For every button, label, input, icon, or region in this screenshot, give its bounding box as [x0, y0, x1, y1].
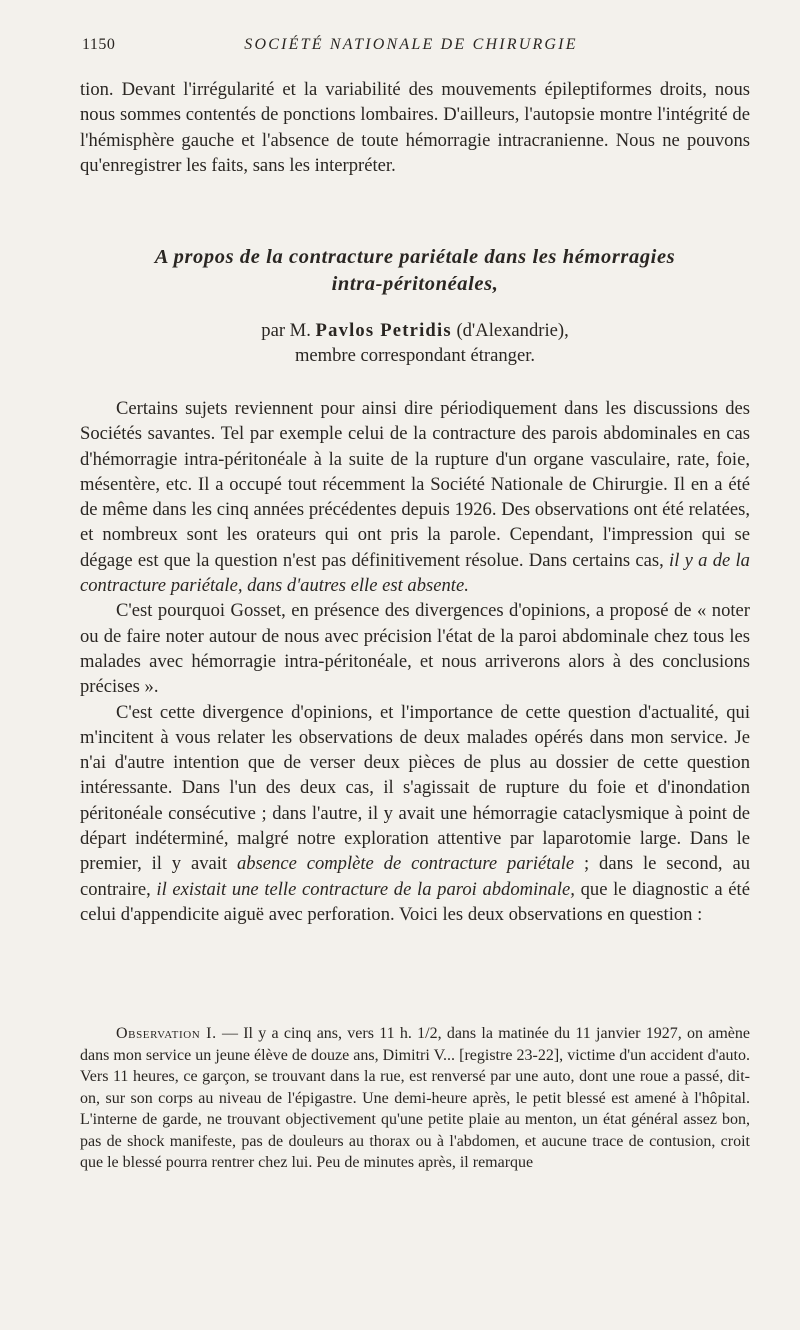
- article-title-line-1: A propos de la contracture pariétale dans les hémorragies: [154, 246, 676, 268]
- article-title: [80, 244, 750, 298]
- byline-origin: (d'Alexandrie),: [456, 320, 569, 341]
- article-title-line-2: intra-péritonéales,: [331, 273, 499, 295]
- paragraph-3-italic-2: il existait une telle contracture de la paroi abdominale,: [156, 878, 575, 900]
- paragraph-3: [80, 700, 750, 928]
- opening-text: tion. Devant l'irrégularité et la variabilité des mouvements épileptiformes droits, nous nous sommes contentés de ponctions lombaires. D'ailleurs, l'autopsie montre l'intégrité de l'hémisphère gauche et l'absence de toute hémorragie intracranienne. Nous ne pouvons qu'enregistrer les faits, sans les interpréter.: [80, 79, 750, 176]
- paragraph-2: C'est pourquoi Gosset, en présence des divergences d'opinions, a proposé de « noter ou de faire noter autour de nous avec précision l'état de la paroi abdominale chez tous les malades avec hémorragie intra-péritonéale, et nous arriverons alors à des conclusions précises ».: [80, 600, 750, 698]
- observation-text: — Il y a cinq ans, vers 11 h. 1/2, dans la matinée du 11 janvier 1927, on amène dans mon service un jeune élève de douze ans, Dimitri V... [registre 23-22], victime d'un accident d'auto. Vers 11 heures, ce garçon, se trouvant dans la rue, est renversé par une auto, dont une roue a passé, dit-on, sur son corps au niveau de l'épigastre. Une demi-heure après, le petit blessé est amené à l'hôpital. L'interne de garde, ne trouvant objectivement qu'une petite plaie au menton, un état général assez bon, pas de shock manifeste, pas de douleurs au thorax ou à l'abdomen, et aucune trace de contusion, croit que le blessé pourra rentrer chez lui. Peu de minutes après, il remarque: [80, 1025, 751, 1171]
- opening-paragraph: [80, 77, 750, 178]
- byline-author: Pavlos Petridis: [315, 320, 452, 341]
- byline-role: membre correspondant étranger.: [294, 345, 536, 366]
- byline-par: par M.: [261, 320, 311, 341]
- paragraph-3-part-c: que le diagnostic a été celui d'appendicite aiguë avec perforation. Voici les deux observations en question :: [80, 878, 750, 925]
- article-body: [80, 396, 750, 927]
- page-header: [80, 36, 742, 60]
- paragraph-3-part-b: ; dans le second, au contraire,: [80, 853, 750, 900]
- article-byline: [80, 318, 750, 368]
- observation-paragraph: [80, 1023, 750, 1174]
- paragraph-3-italic-1: absence complète de contracture pariétale: [236, 853, 575, 875]
- paragraph-1-italic: il y a de la contracture pariétale, dans d'autres elle est absente.: [80, 549, 750, 597]
- paragraph-3-part-a: C'est cette divergence d'opinions, et l'importance de cette question d'actualité, qui m'incitent à vous relater les observations de deux malades opérés dans mon service. Je n'ai d'autre intention que de verser deux pièces de plus au dossier de cette question intéressante. Dans l'un des deux cas, il s'agissait de rupture du foie et d'inondation péritonéale consécutive ; dans l'autre, il y avait une hémorragie cataclysmique à point de départ indéterminé, malgré notre exploration attentive par laparotomie large. Dans le premier, il y avait: [80, 701, 750, 875]
- paragraph-1-text: Certains sujets reviennent pour ainsi dire périodiquement dans les discussions des Sociétés savantes. Tel par exemple celui de la contracture des parois abdominales en cas d'hémorragie intra-péritonéale à la suite de la rupture d'un organe vasculaire, rate, foie, mésentère, etc. Il a occupé tout récemment la Société Nationale de Chirurgie. Il en a été de même dans les cinq années précédentes depuis 1926. Des observations ont été relatées, et nombreux sont les orateurs qui ont pris la parole. Cependant, l'impression qui se dégage est que la question n'est pas définitivement résolue. Dans certains cas,: [80, 398, 750, 571]
- running-title: SOCIÉTÉ NATIONALE DE CHIRURGIE: [244, 36, 578, 53]
- observation-block: [80, 1023, 750, 1174]
- observation-label: Observation I.: [116, 1025, 217, 1042]
- page-number: 1150: [82, 36, 116, 53]
- byline-author-line: [80, 318, 750, 343]
- paragraph-1: [80, 396, 750, 598]
